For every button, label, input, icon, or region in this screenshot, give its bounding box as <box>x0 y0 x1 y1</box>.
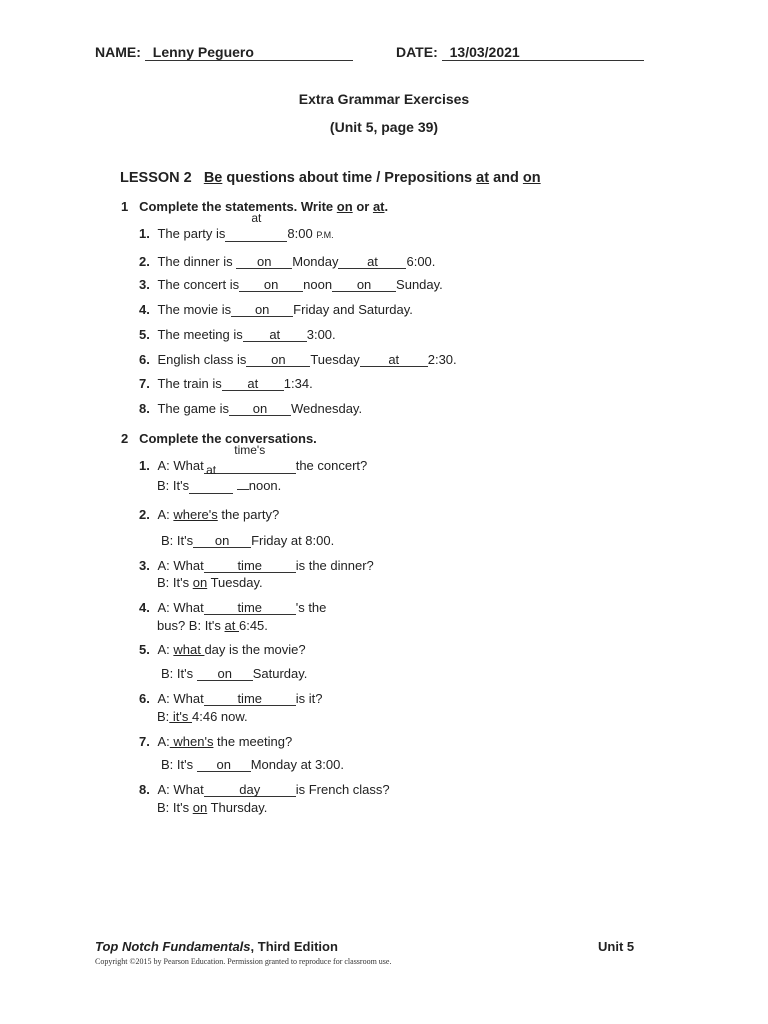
line-b-text: B: It's <box>161 666 197 681</box>
section1-text: Complete the statements. Write <box>139 199 334 214</box>
item-number: 8. <box>139 782 150 797</box>
answer-blank: at <box>338 255 406 269</box>
answer-blank: on <box>197 667 253 681</box>
line-b-text: B: It's <box>161 757 197 772</box>
item-text: The game is <box>157 401 230 416</box>
line-b-text: B: It's <box>157 800 193 815</box>
item-text: English class is <box>157 352 247 367</box>
line-a-text: A: What <box>157 782 204 797</box>
conversation-item <box>139 507 279 522</box>
section1-number: 1 <box>121 199 129 214</box>
conversation-line-b <box>157 618 268 633</box>
section1-or: or <box>356 199 370 214</box>
line-b-text: B: <box>157 709 170 724</box>
answer-text: at <box>206 463 217 477</box>
item-number: 5. <box>139 327 150 342</box>
section1-period: . <box>384 199 389 214</box>
answer-blank: at <box>222 377 284 391</box>
list-item <box>139 327 336 342</box>
list-item <box>139 302 413 317</box>
conversation-line-b <box>157 575 263 590</box>
item-number: 3. <box>139 558 150 573</box>
item-text: 6:00. <box>406 254 436 269</box>
item-text: The movie is <box>157 302 232 317</box>
line-b-text: B: It's <box>157 478 190 493</box>
date-row <box>396 44 644 61</box>
answer-blank: at <box>243 328 307 342</box>
answer-blank: on <box>246 353 310 367</box>
item-text: 1:34. <box>283 376 313 391</box>
answer-blank <box>225 211 287 242</box>
conversation-item <box>139 691 322 706</box>
line-a-text: day is the movie? <box>204 642 306 657</box>
line-b-text: Saturday. <box>252 666 308 681</box>
item-text: 2:30. <box>427 352 457 367</box>
line-a-text: A: <box>157 734 170 749</box>
item-number: 7. <box>139 376 150 391</box>
lesson-and: and <box>493 170 519 186</box>
book-title: Top Notch Fundamentals <box>95 939 251 954</box>
answer-blank: on <box>229 402 291 416</box>
answer-blank: on <box>231 303 293 317</box>
conversation-line-b <box>157 800 267 815</box>
line-a-text: the party? <box>217 507 280 522</box>
item-text: The dinner is <box>157 254 237 269</box>
item-text: Monday <box>292 254 339 269</box>
date-label: DATE: <box>396 44 438 60</box>
line-a-text: A: <box>157 507 174 522</box>
item-number: 4. <box>139 302 150 317</box>
answer-text: when's <box>169 734 214 749</box>
item-number: 2. <box>139 254 150 269</box>
item-text: Sunday. <box>396 277 443 292</box>
line-b-text: noon. <box>248 478 282 493</box>
list-item <box>139 376 313 391</box>
answer-blank: on <box>197 758 251 772</box>
name-row <box>95 44 353 61</box>
section2-text: Complete the conversations. <box>139 431 317 446</box>
conversation-item <box>139 600 326 615</box>
line-b-text: B: It's <box>161 533 194 548</box>
name-label: NAME: <box>95 44 141 60</box>
section2-number: 2 <box>121 431 129 446</box>
item-text: 3:00. <box>306 327 336 342</box>
item-text: Friday and Saturday. <box>293 302 413 317</box>
answer-blank: on <box>236 255 292 269</box>
answer-text: at <box>224 618 239 633</box>
list-item <box>139 211 334 242</box>
line-a-text: A: What <box>157 458 204 473</box>
answer-blank: on <box>239 278 303 292</box>
footer-unit: Unit 5 <box>598 939 635 954</box>
line-a-text: the concert? <box>295 458 368 473</box>
conversation-line-b <box>161 757 344 772</box>
line-a-text: the meeting? <box>213 734 293 749</box>
conversation-line-b <box>161 533 334 548</box>
lesson-be: Be <box>203 170 223 186</box>
lesson-label: LESSON 2 <box>120 170 192 186</box>
answer-blank <box>189 463 233 494</box>
conversation-item <box>139 642 306 657</box>
line-b-text: 6:45. <box>238 618 268 633</box>
conversation-item <box>139 558 374 573</box>
page-title: Extra Grammar Exercises <box>298 91 470 107</box>
lesson-heading <box>120 170 541 186</box>
answer-text: on <box>192 800 208 815</box>
list-item <box>139 401 362 416</box>
conversation-item <box>139 443 368 474</box>
answer-text: where's <box>173 507 218 522</box>
item-number: 2. <box>139 507 150 522</box>
line-b-text: Thursday. <box>207 800 268 815</box>
item-number: 8. <box>139 401 150 416</box>
name-value: Lenny Peguero <box>145 44 353 61</box>
line-a-text: is the dinner? <box>295 558 374 573</box>
item-text: Wednesday. <box>291 401 363 416</box>
item-text: noon <box>303 277 333 292</box>
line-a-text: is French class? <box>295 782 390 797</box>
answer-blank: at <box>360 353 428 367</box>
line-a-text: A: What <box>157 558 204 573</box>
line-a-text: A: <box>157 642 174 657</box>
line-a-text: is it? <box>295 691 323 706</box>
footer-book-title <box>95 939 338 954</box>
item-text: Tuesday <box>310 352 360 367</box>
line-b-text: B: It's <box>157 575 193 590</box>
conversation-item <box>139 734 292 749</box>
answer-blank: time <box>204 559 296 573</box>
answer-text: what <box>173 642 205 657</box>
conversation-line-b <box>157 709 248 724</box>
lesson-on: on <box>522 170 541 186</box>
line-b-text: Friday at 8:00. <box>251 533 335 548</box>
line-b-text: Monday at 3:00. <box>250 757 344 772</box>
item-number: 6. <box>139 352 150 367</box>
page-subtitle: (Unit 5, page 39) <box>329 119 439 135</box>
answer-blank: time <box>204 692 296 706</box>
line-b-text: 4:46 now. <box>192 709 248 724</box>
conversation-line-b <box>161 666 307 681</box>
answer-blank: on <box>193 534 251 548</box>
copyright-notice: Copyright ©2015 by Pearson Education. Permission granted to reproduce for classroom use. <box>95 957 392 966</box>
answer-text: it's <box>169 709 193 724</box>
date-value: 13/03/2021 <box>442 44 644 61</box>
item-text: The train is <box>157 376 222 391</box>
conversation-item <box>139 782 390 797</box>
book-edition: , Third Edition <box>250 939 338 954</box>
list-item <box>139 352 457 367</box>
lesson-at: at <box>476 170 490 186</box>
item-number: 1. <box>139 226 150 241</box>
item-number: 3. <box>139 277 150 292</box>
list-item <box>139 277 443 292</box>
answer-text: at <box>251 211 262 225</box>
item-number: 1. <box>139 458 150 473</box>
item-number: 7. <box>139 734 150 749</box>
line-a-text: A: What <box>157 600 204 615</box>
item-text: The party is <box>157 226 226 241</box>
item-text: 8:00 <box>287 226 313 241</box>
item-text: The concert is <box>157 277 240 292</box>
lesson-topic: questions about time / Prepositions <box>226 170 473 186</box>
answer-text: on <box>192 575 208 590</box>
list-item <box>139 254 435 269</box>
line-b-text: Tuesday. <box>207 575 263 590</box>
item-text: P.M. <box>316 230 334 240</box>
line-b-text: bus? B: It's <box>157 618 225 633</box>
answer-blank: day <box>204 783 296 797</box>
section1-at: at <box>372 199 385 214</box>
line-a-text: 's the <box>295 600 327 615</box>
answer-blank: time <box>204 601 296 615</box>
answer-text: time's <box>234 443 266 457</box>
section1-on: on <box>336 199 353 214</box>
item-number: 6. <box>139 691 150 706</box>
item-number: 5. <box>139 642 150 657</box>
answer-blank: on <box>332 278 396 292</box>
item-text: The meeting is <box>157 327 243 342</box>
item-number: 4. <box>139 600 150 615</box>
line-a-text: A: What <box>157 691 204 706</box>
